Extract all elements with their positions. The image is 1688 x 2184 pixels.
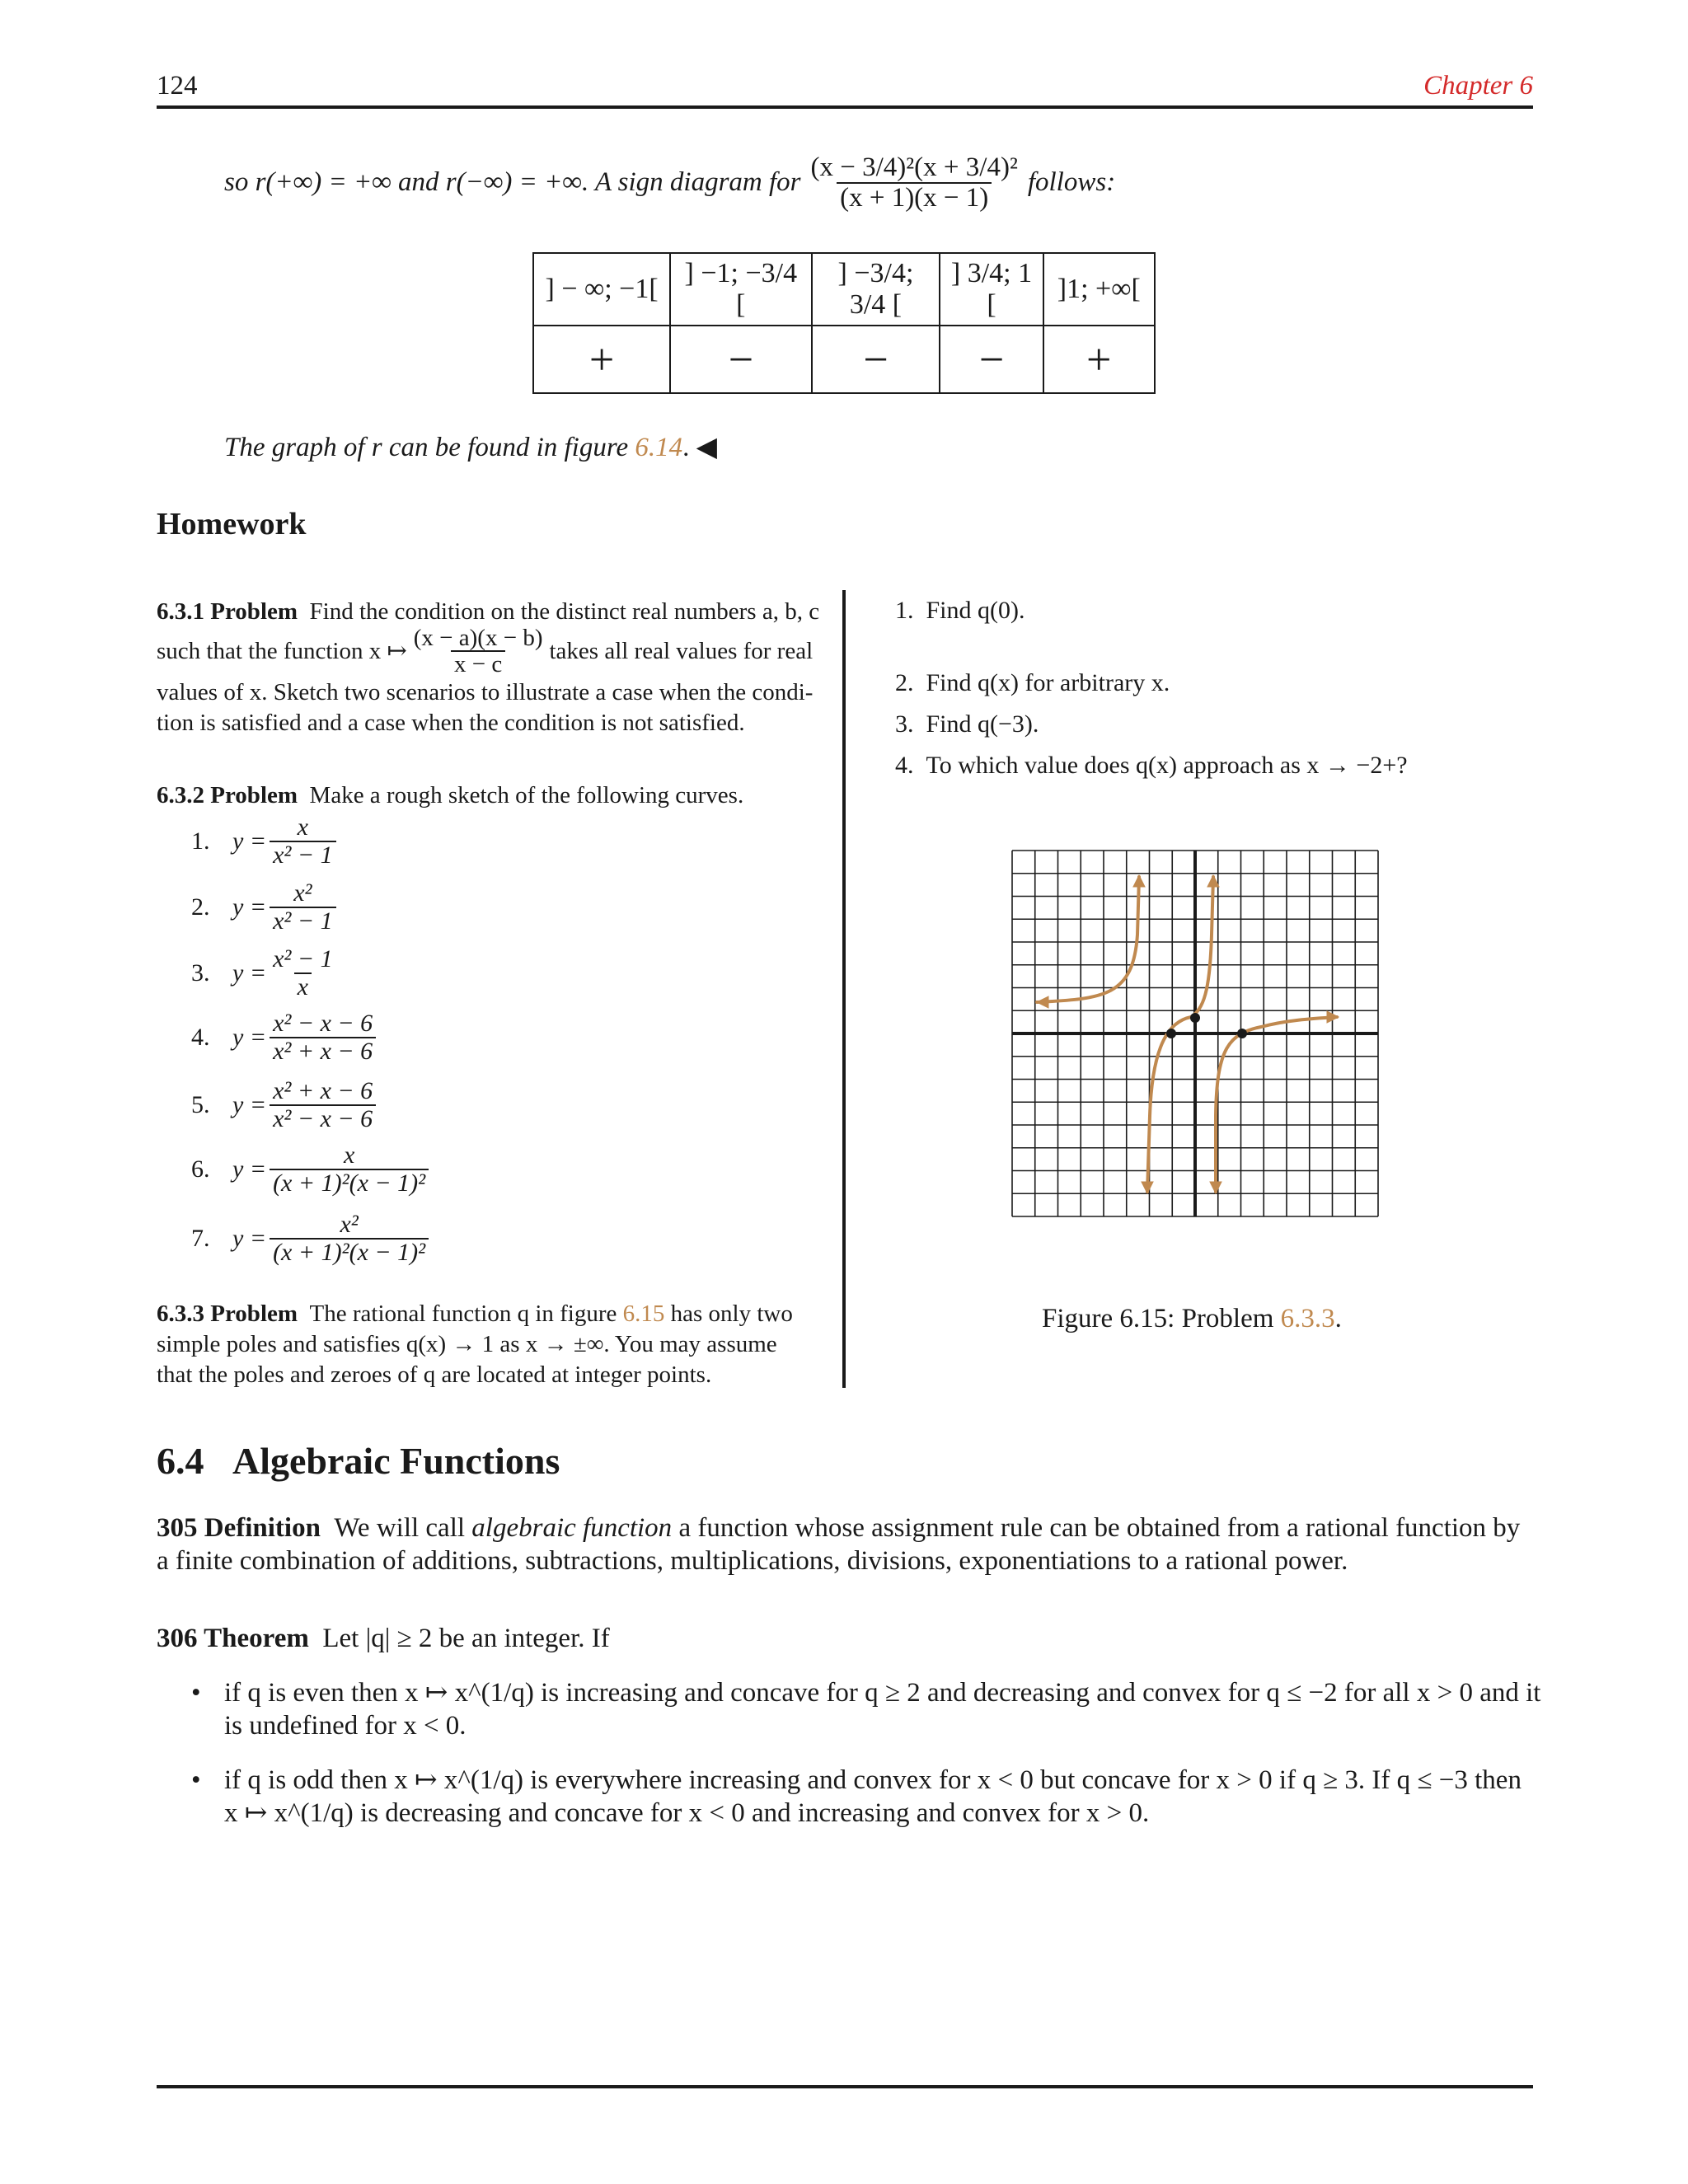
footer-rule (157, 2085, 1533, 2088)
curve-right-branch (1216, 1017, 1337, 1192)
frac-num: x² − x − 6 (273, 1010, 373, 1037)
y-equals: y = (232, 958, 267, 987)
sign-cell: + (533, 326, 670, 393)
item-number: 5. (191, 1090, 210, 1118)
question-text: Find q(−3). (926, 710, 1039, 738)
question-item (895, 710, 1039, 738)
y-equals: y = (232, 1023, 267, 1051)
problem-6-3-3-line1 (157, 1299, 832, 1329)
chapter-title: Chapter 6 (1423, 71, 1533, 101)
section-title: Algebraic Functions (232, 1440, 560, 1482)
problem-6-3-3-label: 6.3.3 Problem (157, 1301, 298, 1327)
arrowhead-icon (1207, 875, 1219, 887)
frac-den: x (294, 972, 312, 1001)
curve-fraction (270, 880, 336, 934)
question-number: 4. (895, 752, 914, 779)
frac-den: x − c (451, 650, 505, 677)
y-equals: y = (232, 1090, 267, 1118)
question-item (895, 597, 1025, 625)
intercept-point (1190, 1013, 1200, 1023)
figure-caption-end: . (1334, 1304, 1342, 1333)
item-number: 6. (191, 1155, 210, 1183)
section-heading (157, 1439, 560, 1483)
question-number: 3. (895, 710, 914, 738)
problem-6-3-1-label: 6.3.1 Problem (157, 598, 298, 625)
frac-den: x² − x − 6 (270, 1104, 376, 1132)
question-number: 1. (895, 597, 914, 624)
theorem-bullet (191, 1764, 1543, 1830)
intro-line (224, 153, 1115, 212)
figure-6-14-link[interactable]: 6.14 (635, 433, 683, 462)
item-number: 4. (191, 1023, 210, 1051)
problem-6-3-1-text2a: such that the function x ↦ (157, 637, 407, 664)
intro-text-before: so r(+∞) = +∞ and r(−∞) = +∞. A sign diagram for (224, 167, 801, 198)
interval-cell: ] 3/4; 1 [ (940, 253, 1043, 326)
arrowhead-icon (1142, 1182, 1153, 1193)
interval-cell: ] − ∞; −1[ (533, 253, 670, 326)
problem-6-3-1 (157, 597, 832, 738)
problem-6-3-3-text1b: has only two (670, 1301, 793, 1327)
question-number: 2. (895, 669, 914, 696)
definition-305-line1 (157, 1511, 1541, 1544)
curve-fraction (270, 1010, 376, 1064)
curve-item (191, 814, 340, 868)
bullet1-line2: is undefined for x < 0. (224, 1711, 467, 1741)
graph-ref-end: . ◀ (682, 433, 717, 462)
frac-num: x² + x − 6 (273, 1077, 373, 1104)
y-equals: y = (232, 893, 267, 921)
item-number: 3. (191, 958, 210, 987)
frac-num: x (297, 813, 308, 841)
sign-cell: − (670, 326, 811, 393)
definition-term: algebraic function (471, 1513, 673, 1543)
frac-num: x² (293, 879, 312, 907)
problem-6-3-2-text: Make a rough sketch of the following curves. (309, 782, 744, 808)
question-text: Find q(0). (926, 597, 1025, 624)
interval-cell: ]1; +∞[ (1043, 253, 1155, 326)
problem-6-3-1-line2 (157, 626, 832, 677)
definition-label: 305 Definition (157, 1513, 321, 1543)
figure-caption-text: Figure 6.15: Problem (1042, 1304, 1274, 1333)
bullet2-line2: x ↦ x^(1/q) is decreasing and concave for x < 0 and increasing and convex for x > 0. (224, 1798, 1150, 1828)
definition-305 (157, 1511, 1541, 1577)
figure-6-15-graph (1006, 844, 1385, 1223)
intro-fraction (808, 153, 1021, 212)
curve-item (191, 1142, 432, 1196)
interval-cell: ] −1; −3/4 [ (670, 253, 811, 326)
frac-num: x² (340, 1211, 359, 1238)
arrowhead-icon (1037, 996, 1048, 1008)
y-equals: y = (232, 1224, 267, 1252)
curve-item (191, 880, 340, 934)
intro-fraction-den: (x + 1)(x − 1) (837, 182, 992, 213)
bullet-icon: • (191, 1678, 201, 1708)
problem-6-3-3-line2: simple poles and satisfies q(x) → 1 as x → ±∞. You may assume (157, 1331, 777, 1357)
frac-den: (x + 1)²(x − 1)² (270, 1169, 429, 1197)
bullet-icon: • (191, 1765, 201, 1795)
y-equals: y = (232, 827, 267, 855)
sign-diagram-table (532, 252, 1156, 394)
curve-item (191, 946, 340, 1000)
problem-6-3-1-text4: tion is satisfied and a case when the condition is not satisfied. (157, 709, 745, 736)
frac-den: x² + x − 6 (270, 1037, 376, 1065)
sign-cell: + (1043, 326, 1155, 393)
problem-6-3-3-line3: that the poles and zeroes of q are located at integer points. (157, 1361, 712, 1388)
curve-fraction (270, 946, 336, 1000)
bullet1-line1: if q is even then x ↦ x^(1/q) is increasing and concave for q ≥ 2 and decreasing and convex for q ≤ −2 for all x > 0 and it (224, 1678, 1541, 1708)
theorem-label: 306 Theorem (157, 1624, 309, 1653)
frac-den: x² − 1 (270, 841, 336, 869)
figure-6-15-link[interactable]: 6.15 (622, 1301, 665, 1327)
curve-fraction (270, 814, 336, 868)
bullet2-line1: if q is odd then x ↦ x^(1/q) is everywhere increasing and convex for x < 0 but concave for x > 0 if q ≥ 3. If q ≤ −3 then (224, 1765, 1522, 1795)
frac-den: (x + 1)²(x − 1)² (270, 1238, 429, 1266)
y-equals: y = (232, 1155, 267, 1183)
item-number: 7. (191, 1224, 210, 1252)
problem-6-3-1-text3: values of x. Sketch two scenarios to illustrate a case when the condi- (157, 678, 814, 705)
arrowhead-icon (1133, 875, 1145, 887)
frac-den: x² − 1 (270, 907, 336, 935)
problem-6-3-3-link[interactable]: 6.3.3 (1280, 1304, 1335, 1333)
curve-fraction (270, 1142, 429, 1196)
theorem-306 (157, 1622, 1541, 1655)
graph-ref-text: The graph of r can be found in figure (224, 433, 629, 462)
problem-6-3-1-line1 (157, 597, 832, 627)
question-text: Find q(x) for arbitrary x. (926, 669, 1170, 696)
problem-6-3-3-text1a: The rational function q in figure (309, 1301, 617, 1327)
question-text: To which value does q(x) approach as x → −2+? (926, 752, 1408, 779)
sign-cell: − (940, 326, 1043, 393)
problem-6-3-1-text1: Find the condition on the distinct real numbers a, b, c (309, 598, 820, 625)
intro-fraction-num: (x − 3/4)²(x + 3/4)² (810, 152, 1018, 182)
zero-point (1237, 1029, 1247, 1038)
frac-num: x (343, 1141, 355, 1169)
header-rule (157, 105, 1533, 109)
question-item (895, 669, 1170, 697)
sign-cell: − (812, 326, 940, 393)
item-number: 2. (191, 893, 210, 921)
curve-item (191, 1010, 379, 1064)
frac-num: x² − 1 (273, 945, 333, 972)
curve-item (191, 1212, 432, 1265)
graph-reference (224, 430, 717, 463)
curve-fraction (270, 1212, 429, 1265)
problem-6-3-2-header (157, 780, 832, 811)
arrowhead-icon (1210, 1182, 1221, 1193)
problem-6-3-1-text2b: takes all real values for real (549, 637, 814, 664)
sign-row (533, 326, 1155, 393)
frac-num: (x − a)(x − b) (413, 625, 543, 651)
intro-text-after: follows: (1027, 167, 1116, 198)
figure-caption (1042, 1304, 1342, 1334)
curve-item (191, 1078, 379, 1132)
column-divider (842, 590, 846, 1388)
theorem-intro: Let |q| ≥ 2 be an integer. If (322, 1624, 610, 1653)
problem-6-3-3 (157, 1299, 832, 1390)
question-item (895, 752, 1408, 780)
axes (1012, 851, 1378, 1216)
item-number: 1. (191, 827, 210, 855)
definition-text-a: We will call (334, 1513, 466, 1543)
definition-305-line2: a finite combination of additions, subtractions, multiplications, divisions, exponentiations to a rational power. (157, 1546, 1348, 1576)
zero-point (1166, 1029, 1176, 1038)
problem-6-3-1-fraction (410, 626, 546, 677)
curve-fraction (270, 1078, 376, 1132)
interval-cell: ] −3/4; 3/4 [ (812, 253, 940, 326)
homework-heading: Homework (157, 507, 307, 541)
section-number: 6.4 (157, 1440, 204, 1482)
interval-row (533, 253, 1155, 326)
page-number: 124 (157, 71, 198, 101)
problem-6-3-2-label: 6.3.2 Problem (157, 782, 298, 808)
theorem-bullet (191, 1676, 1543, 1742)
definition-text-b: a function whose assignment rule can be obtained from a rational function by (678, 1513, 1521, 1543)
